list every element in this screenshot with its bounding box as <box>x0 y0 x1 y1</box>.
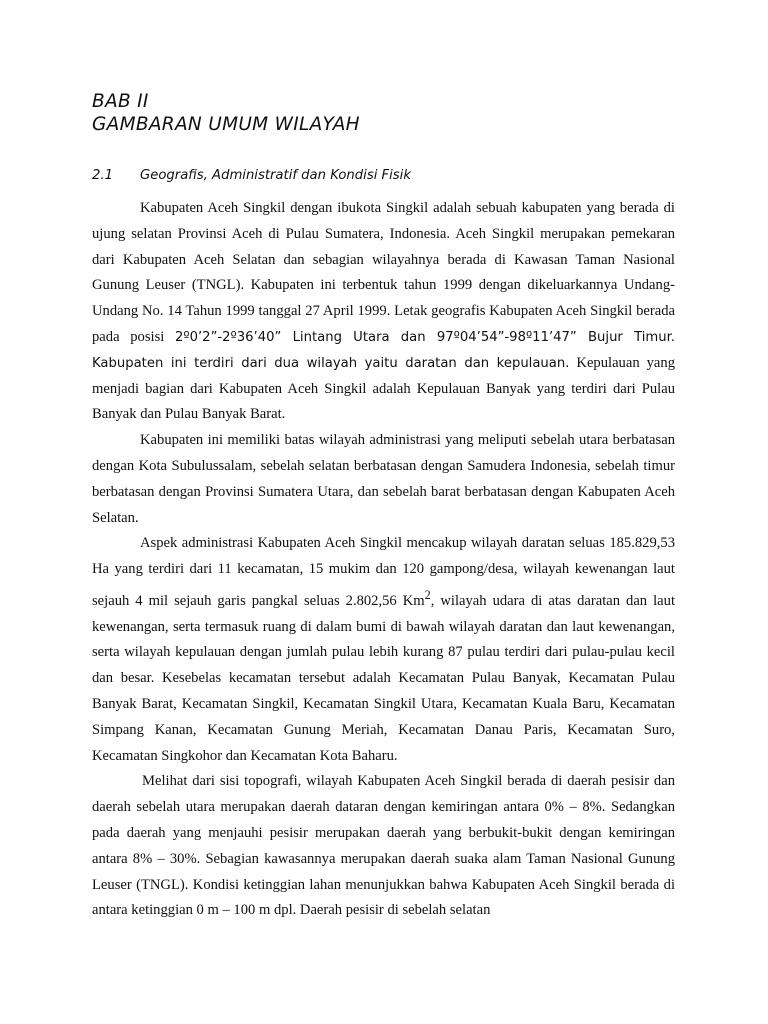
paragraph-2: Kabupaten ini memiliki batas wilayah administrasi yang meliputi sebelah utara berbatasan dengan Kota Subulussalam, sebelah selatan berbatasan dengan Samudera Indonesia, sebelah timur berbatasan dengan Provinsi Sumatera Utara, dan sebelah barat berbatasan dengan Kabupaten Aceh Selatan. <box>92 432 675 526</box>
section-heading <box>92 168 411 183</box>
superscript-squared: 2 <box>424 587 431 602</box>
section-title: Geografis, Administratif dan Kondisi Fisik <box>140 168 411 183</box>
chapter-heading <box>92 90 360 136</box>
section-number: 2.1 <box>92 168 113 183</box>
chapter-number: BAB II <box>92 91 149 112</box>
paragraph-1-text-a: Kabupaten Aceh Singkil dengan ibukota Singkil adalah sebuah kabupaten yang berada di ujung selatan Provinsi Aceh di Pulau Sumatera, Indonesia. Aceh Singkil merupakan pemekaran dari Kabupaten Aceh Selatan dan sebagian wilayahnya berada di Kawasan Taman Nasional Gunung Leuser (TNGL). Kabupaten ini terbentuk tahun 1999 dengan dikeluarkannya Undang-Undang No. 14 Tahun 1999 tanggal 27 April 1999. Letak geografis Kabupaten Aceh Singkil berada pada posisi <box>92 200 675 345</box>
paragraph-4: Melihat dari sisi topografi, wilayah Kabupaten Aceh Singkil berada di daerah pesisir dan daerah sebelah utara merupakan daerah dataran dengan kemiringan antara 0% – 8%. Sedangkan pada daerah yang menjauhi pesisir merupakan daerah yang berbukit-bukit dengan kemiringan antara 8% – 30%. Sebagian kawasannya merupakan daerah suaka alam Taman Nasional Gunung Leuser (TNGL). Kondisi ketinggian lahan menunjukkan bahwa Kabupaten Aceh Singkil berada di antara ketinggian 0 m – 100 m dpl. Daerah pesisir di sebelah selatan <box>92 773 675 919</box>
chapter-title: GAMBARAN UMUM WILAYAH <box>92 114 360 135</box>
paragraph-3-text-b: , wilayah udara di atas daratan dan laut kewenangan, serta termasuk ruang di dalam bumi di bawah wilayah daratan dan laut kewenangan, serta wilayah kepulauan dengan jumlah pulau lebih kurang 87 pulau terdiri dari pulau-pulau kecil dan besar. Kesebelas kecamatan tersebut adalah Kecamatan Pulau Banyak, Kecamatan Pulau Banyak Barat, Kecamatan Singkil, Kecamatan Singkil Utara, Kecamatan Kuala Baru, Kecamatan Simpang Kanan, Kecamatan Gunung Meriah, Kecamatan Danau Paris, Kecamatan Suro, Kecamatan Singkohor dan Kecamatan Kota Baharu. <box>92 592 675 764</box>
body-text <box>92 196 675 924</box>
paragraph-1-coordinates: 2º0’2”-2º36’40” Lintang Utara dan 97º04’54”-98º11’47” Bujur Timur. Kabupaten ini terdiri dari dua wilayah yaitu daratan dan kepulauan. <box>92 329 675 371</box>
paragraph-3-text-a: Aspek administrasi Kabupaten Aceh Singkil mencakup wilayah daratan seluas 185.829,53 Ha yang terdiri dari 11 kecamatan, 15 mukim dan 120 gampong/desa, wilayah kewenangan laut sejauh 4 mil sejauh garis pangkal seluas 2.802,56 Km <box>92 535 675 609</box>
paragraph-3 <box>92 531 675 769</box>
paragraph-1 <box>92 196 675 428</box>
paragraph-1-text-b: Kepulauan yang menjadi bagian dari Kabupaten Aceh Singkil adalah Kepulauan Banyak yang terdiri dari Pulau Banyak dan Pulau Banyak Barat. <box>92 354 675 423</box>
